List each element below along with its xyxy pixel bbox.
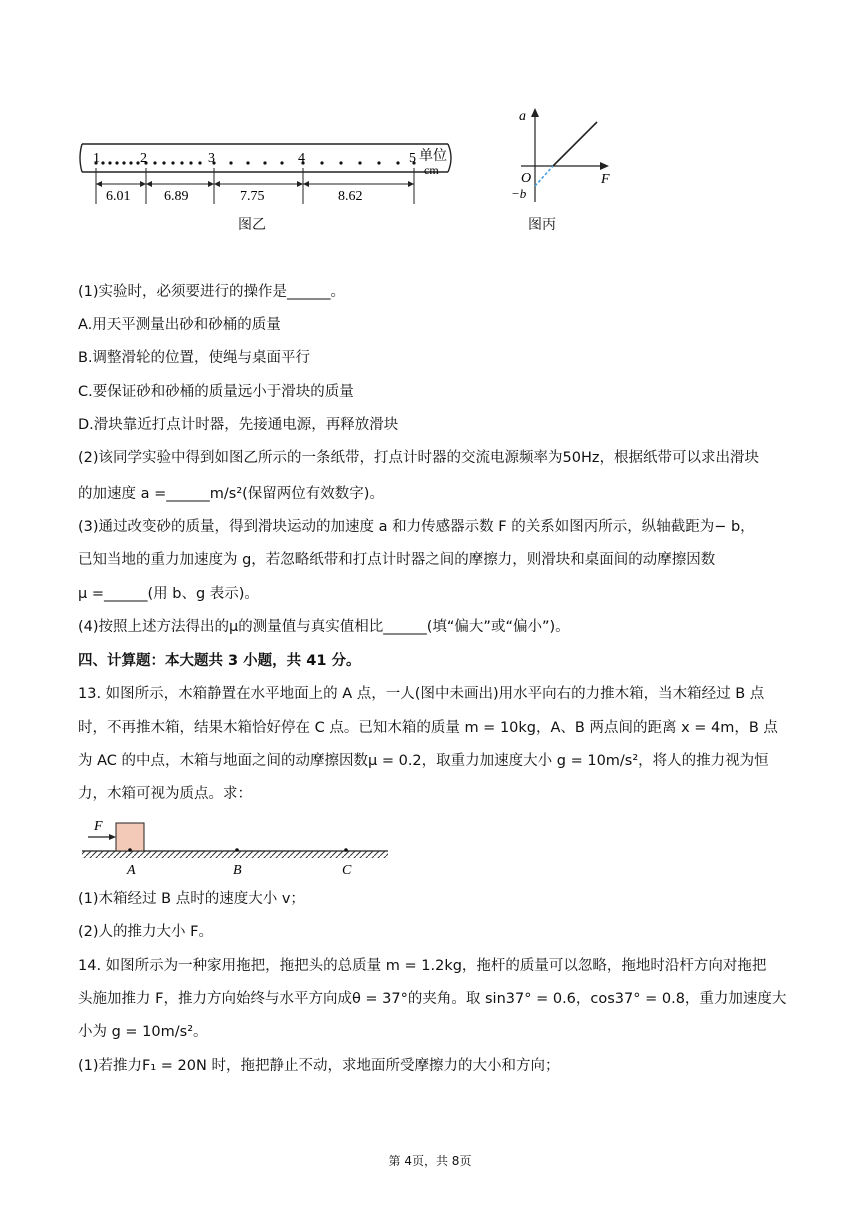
q12-option-a: A.用天平测量出砂和砂桶的质量 [78,317,281,333]
q13-force-label: F [94,819,103,834]
tape-point-5: 5 [409,151,416,166]
q14-sub1: (1)若推力F₁ = 20N 时，拖把静止不动，求地面所受摩擦力的大小和方向； [78,1058,560,1074]
q12-part3-line2: 已知当地的重力加速度为 g，若忽略纸带和打点计时器之间的摩擦力，则滑块和桌面间的动摩擦因数 [78,552,716,568]
q13-line1: 13. 如图所示，木箱静置在水平地面上的 A 点，一人(图中未画出)用水平向右的力推木箱，当木箱经过 B 点 [78,686,765,702]
q13-sub2: (2)人的推力大小 F。 [78,924,213,940]
q12-part1: (1)实验时，必须要进行的操作是______。 [78,284,346,300]
tape-point-3: 3 [208,151,215,166]
figure-tape [76,138,456,218]
tape-distance-3: 7.75 [240,189,265,204]
q14-line1: 14. 如图所示为一种家用拖把，拖把头的总质量 m = 1.2kg，拖杆的质量可以忽略，拖地时沿杆方向对拖把 [78,958,767,974]
graph-caption: 图丙 [528,217,556,233]
q12-part2-line2: 的加速度 a =______m/s²(保留两位有效数字)。 [78,486,384,502]
tape-distance-2: 6.89 [164,189,189,204]
tape-unit-label: 单位 [419,149,447,164]
q12-part2-line1: (2)该同学实验中得到如图乙所示的一条纸带，打点计时器的交流电源频率为50Hz，根据纸带可以求出滑块 [78,450,760,466]
q12-part3-line1: (3)通过改变砂的质量，得到滑块运动的加速度 a 和力传感器示数 F 的关系如图丙所示，纵轴截距为− b， [78,519,755,535]
tape-distance-4: 8.62 [338,189,363,204]
box-on-ground-diagram [80,814,400,880]
q13-point-c: C [342,863,352,878]
tape-caption: 图乙 [238,217,266,233]
q14-line2: 头施加推力 F，推力方向始终与水平方向成θ = 37°的夹角。取 sin37° = 0.6，cos37° = 0.8，重力加速度大 [78,991,787,1007]
graph-origin-label: O [521,171,532,186]
graph-y-label: a [519,109,526,124]
tape-point-4: 4 [298,151,305,166]
tape-diagram [76,138,456,218]
q13-line3: 为 AC 的中点，木箱与地面之间的动摩擦因数μ = 0.2，取重力加速度大小 g = 10m/s²，将人的推力视为恒 [78,753,769,769]
q13-point-b: B [233,863,242,878]
q12-part4: (4)按照上述方法得出的μ的测量值与真实值相比______(填“偏大”或“偏小”)。 [78,619,570,635]
tape-point-1: 1 [93,151,100,166]
section-heading: 四、计算题：本大题共 3 小题，共 41 分。 [78,653,361,669]
page-footer: 第 4页，共 8页 [388,1154,472,1168]
figure-graph [505,106,625,206]
tape-distance-1: 6.01 [106,189,131,204]
q12-option-b: B.调整滑轮的位置，使绳与桌面平行 [78,350,311,366]
q12-option-c: C.要保证砂和砂桶的质量远小于滑块的质量 [78,384,354,400]
q13-line4: 力，木箱可视为质点。求： [78,786,252,802]
tape-unit: cm [424,163,439,177]
q13-figure [80,814,400,880]
q13-point-a: A [127,863,136,878]
tape-point-2: 2 [140,151,147,166]
q12-part3-line3: μ =______(用 b、g 表示)。 [78,586,259,602]
af-graph [505,106,625,206]
q14-line3: 小为 g = 10m/s²。 [78,1024,208,1040]
graph-x-label: F [601,172,610,187]
graph-intercept-label: −b [511,186,527,201]
q12-option-d: D.滑块靠近打点计时器，先接通电源，再释放滑块 [78,417,399,433]
q13-sub1: (1)木箱经过 B 点时的速度大小 v； [78,891,305,907]
q13-line2: 时，不再推木箱，结果木箱恰好停在 C 点。已知木箱的质量 m = 10kg，A、B 两点间的距离 x = 4m，B 点 [78,720,778,736]
